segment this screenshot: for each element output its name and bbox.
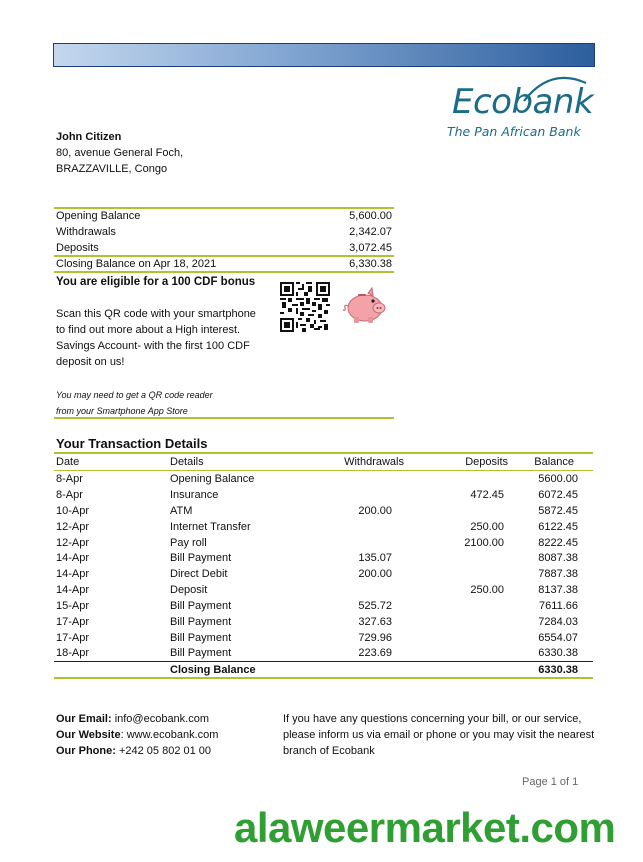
transactions-title: Your Transaction Details: [56, 436, 208, 451]
cell-balance: 8137.38: [538, 584, 578, 596]
summary-value: 3,072.45: [349, 242, 392, 254]
cell-balance: 5600.00: [538, 473, 578, 485]
cell-date: 14-Apr: [56, 584, 90, 596]
cell-details: Internet Transfer: [170, 521, 251, 533]
transactions-bottom-rule: [54, 677, 593, 679]
promo-note-line: You may need to get a QR code reader: [56, 390, 213, 400]
contact-phone: [56, 743, 218, 759]
cell-balance: 8087.38: [538, 552, 578, 564]
table-row: [56, 550, 578, 566]
cell-details: Opening Balance: [170, 473, 255, 485]
summary-row: [56, 256, 392, 272]
cell-date: 18-Apr: [56, 647, 90, 659]
watermark: alaweermarket.com: [234, 804, 616, 851]
cell-balance: 7611.66: [539, 600, 578, 612]
cell-details: Bill Payment: [170, 632, 232, 644]
cell-details: Bill Payment: [170, 616, 232, 628]
customer-address-line1: 80, avenue General Foch,: [56, 147, 184, 159]
contact-block: [56, 711, 218, 759]
summary-row: [56, 208, 392, 224]
cell-deposits: 472.45: [470, 489, 504, 501]
cell-withdrawals: 525.72: [358, 600, 392, 612]
table-row: [56, 630, 578, 646]
cell-date: 14-Apr: [56, 568, 90, 580]
cell-details: Bill Payment: [170, 552, 232, 564]
website-link[interactable]: : www.ecobank.com: [120, 729, 219, 741]
cell-details: Insurance: [170, 489, 219, 501]
cell-withdrawals: 200.00: [358, 568, 392, 580]
summary-label: Opening Balance: [56, 210, 141, 222]
summary-label: Deposits: [56, 242, 99, 254]
promo-body: Scan this QR code with your smartphone to find out more about a High interest. Savings Account- with the first 100 CDF deposit on us!: [56, 308, 256, 368]
cell-withdrawals: 200.00: [358, 505, 392, 517]
summary-label: Closing Balance on Apr 18, 2021: [56, 258, 217, 270]
qr-code-icon[interactable]: [280, 282, 330, 332]
summary-label: Withdrawals: [56, 226, 116, 238]
summary-value: 6,330.38: [349, 258, 392, 270]
email-label: Our Email:: [56, 713, 112, 725]
column-header-balance: Balance: [534, 456, 574, 468]
summary-value: 5,600.00: [349, 210, 392, 222]
cell-date: 8-Apr: [56, 473, 83, 485]
contact-email: [56, 711, 218, 727]
cell-details: Pay roll: [170, 537, 207, 549]
bank-logo: Ecobank: [452, 82, 594, 122]
cell-deposits: 250.00: [470, 584, 504, 596]
table-row: [56, 487, 578, 503]
summary-row: [56, 240, 392, 256]
cell-date: 15-Apr: [56, 600, 90, 612]
cell-date: 8-Apr: [56, 489, 83, 501]
table-row: [56, 503, 578, 519]
header-bar: [53, 43, 595, 67]
cell-details: Direct Debit: [170, 568, 228, 580]
column-header-date: Date: [56, 456, 80, 468]
cell-date: 14-Apr: [56, 552, 90, 564]
closing-balance-value: 6330.38: [538, 664, 578, 676]
promo-note: [56, 387, 296, 419]
website-label: Our Website: [56, 729, 121, 741]
cell-date: 12-Apr: [56, 537, 90, 549]
phone-number: +242 05 802 01 00: [118, 745, 212, 757]
column-header-deposits: Deposits: [465, 456, 508, 468]
table-row: [56, 471, 578, 487]
promo-title: You are eligible for a 100 CDF bonus: [56, 276, 256, 288]
closing-balance-row: [56, 662, 578, 678]
cell-balance: 8222.45: [538, 537, 578, 549]
bank-tagline: The Pan African Bank: [447, 124, 581, 139]
cell-withdrawals: 327.63: [358, 616, 392, 628]
table-row: [56, 535, 578, 551]
cell-balance: 6122.45: [538, 521, 578, 533]
customer-name: John Citizen: [56, 131, 122, 143]
table-row: [56, 566, 578, 582]
table-row: [56, 614, 578, 630]
cell-withdrawals: 729.96: [358, 632, 392, 644]
closing-balance-label: Closing Balance: [170, 664, 256, 676]
cell-deposits: 250.00: [470, 521, 504, 533]
cell-details: ATM: [170, 505, 193, 517]
cell-details: Bill Payment: [170, 647, 232, 659]
cell-balance: 6554.07: [538, 632, 578, 644]
cell-details: Bill Payment: [170, 600, 232, 612]
cell-withdrawals: 135.07: [358, 552, 392, 564]
cell-details: Deposit: [170, 584, 208, 596]
customer-address-line2: BRAZZAVILLE, Congo: [56, 163, 168, 175]
table-row: [56, 519, 578, 535]
cell-date: 17-Apr: [56, 616, 90, 628]
summary-row: [56, 224, 392, 240]
promo-bottom-rule: [54, 417, 394, 419]
cell-balance: 6330.38: [538, 647, 578, 659]
phone-label: Our Phone:: [56, 745, 116, 757]
email-link[interactable]: info@ecobank.com: [114, 713, 210, 725]
cell-deposits: 2100.00: [464, 537, 504, 549]
summary-bottom-rule: [54, 271, 394, 273]
cell-withdrawals: 223.69: [358, 647, 392, 659]
cell-balance: 7887.38: [538, 568, 578, 580]
transactions-header-row: [56, 454, 578, 470]
cell-balance: 5872.45: [538, 505, 578, 517]
column-header-withdrawals: Withdrawals: [344, 456, 404, 468]
table-row: [56, 582, 578, 598]
column-header-details: Details: [170, 456, 204, 468]
contact-website: [56, 727, 218, 743]
help-text: If you have any questions concerning your bill, or our service, please inform us via email or phone or you may visit the nearest branch of Ecobank: [283, 713, 595, 757]
cell-balance: 7284.03: [538, 616, 578, 628]
table-row: [56, 598, 578, 614]
cell-date: 17-Apr: [56, 632, 90, 644]
cell-balance: 6072.45: [538, 489, 578, 501]
page-number: Page 1 of 1: [522, 776, 579, 788]
cell-date: 12-Apr: [56, 521, 90, 533]
piggy-bank-icon: [342, 284, 388, 326]
cell-date: 10-Apr: [56, 505, 90, 517]
summary-value: 2,342.07: [349, 226, 392, 238]
table-row: [56, 645, 578, 661]
promo-note-line: from your Smartphone App Store: [56, 406, 188, 416]
